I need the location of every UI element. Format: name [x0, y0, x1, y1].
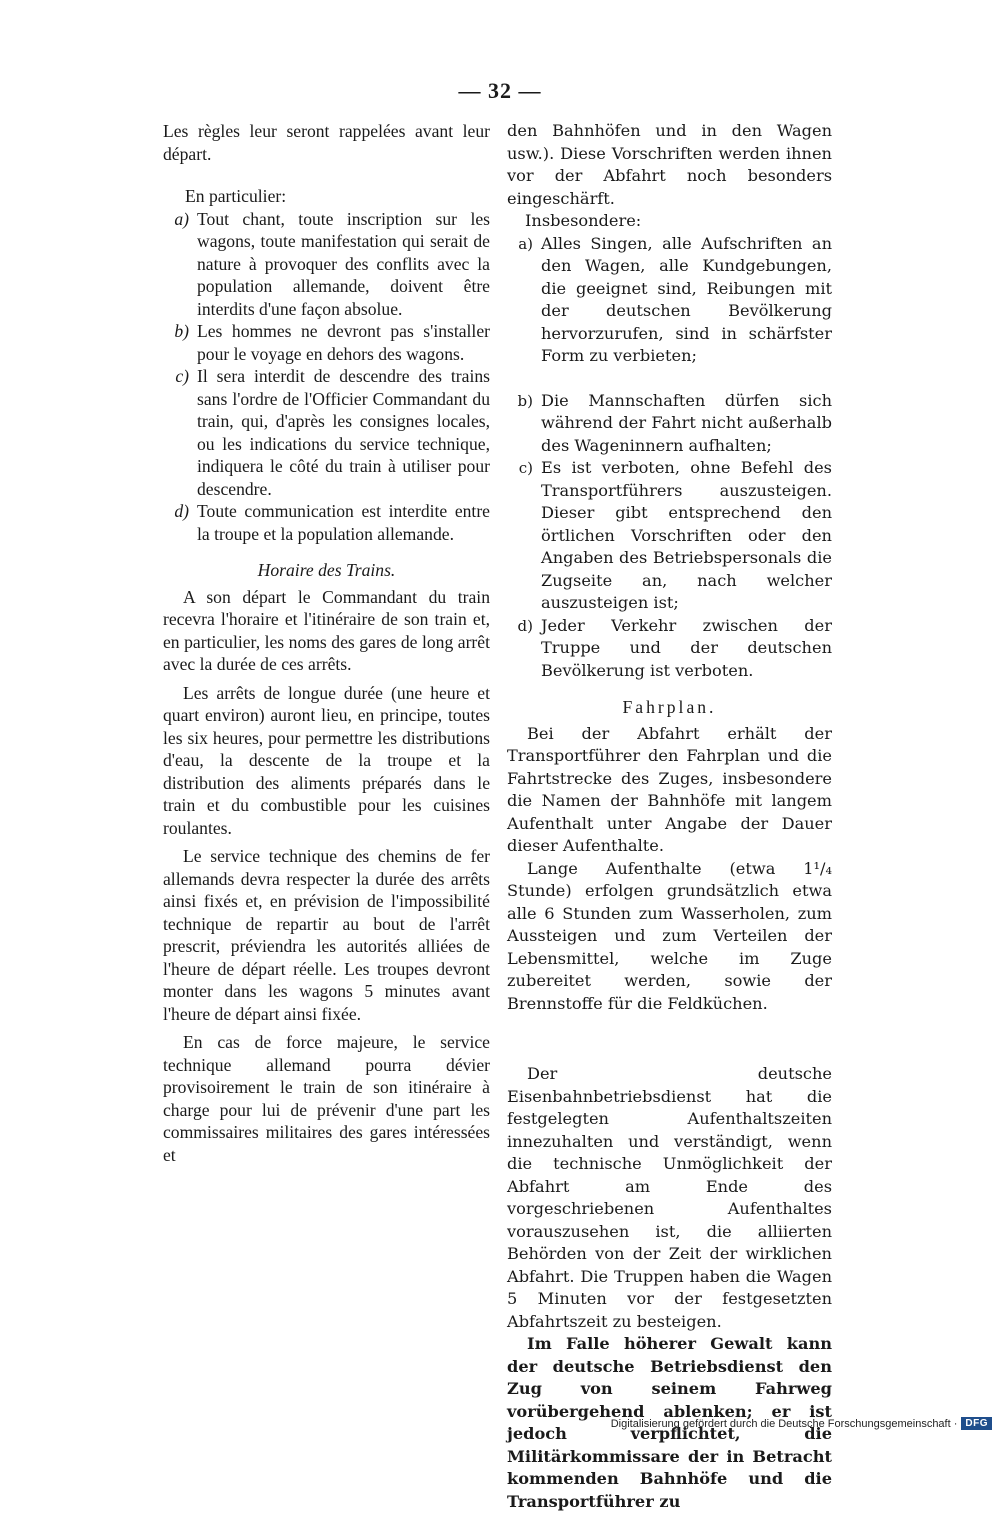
page-number: — 32 —	[458, 78, 542, 103]
french-paragraph: A son départ le Commandant du train recevra l'horaire et l'itinéraire de son train et, en particulier, les noms des gares de long arrêt avec la durée de ces arrêts.	[163, 586, 490, 674]
french-en-particulier: En particulier:	[185, 186, 287, 206]
german-column	[507, 120, 832, 1513]
item-marker: b)	[517, 391, 533, 410]
french-section-heading: Horaire des Trains.	[257, 560, 396, 580]
item-text: Jeder Verkehr zwischen der Truppe und der deutschen Bevölkerung ist verboten.	[541, 615, 832, 680]
german-paragraph: Lange Aufenthalte (etwa 1¹/₄ Stunde) erfolgen grundsätzlich etwa alle 6 Stunden zum Wasserholen, zum Aussteigen und zum Verteilen der Lebensmittel, welche im Zuge zubereitet werden, sowie der Brennstoffe für die Feldküchen.	[507, 858, 832, 1013]
german-item-c	[507, 457, 832, 615]
item-text: Alles Singen, alle Aufschriften an den Wagen, alle Kundgebungen, die geeignet sind, Reibungen mit der deutschen Bevölkerung hervorzurufen, sind in schärfster Form zu verbieten;	[541, 233, 832, 365]
french-item-c	[163, 365, 490, 500]
german-item-d	[507, 615, 832, 683]
french-item-d	[163, 500, 490, 545]
item-text: Tout chant, toute inscription sur les wagons, toute manifestation qui serait de nature à provoquer des conflits avec la population allemande, doivent être interdits d'une façon absolue.	[197, 208, 490, 319]
german-paragraph: Der deutsche Eisenbahnbetriebsdienst hat die festgelegten Aufenthaltszeiten innezuhalten und verständigt, wenn die technische Unmöglichkeit der Abfahrt am Ende des vorgeschriebenen Aufenthaltes vorauszusehen ist, die alliierten Behörden von der Zeit der wirklichen Abfahrt. Die Truppen haben die Wagen 5 Minuten vor der festgesetzten Abfahrtszeit zu besteigen.	[507, 1064, 832, 1331]
item-marker: d)	[174, 501, 189, 521]
item-marker: a)	[174, 208, 189, 229]
german-paragraph: Im Falle höherer Gewalt kann der deutsche Betriebsdienst den Zug von seinem Fahrweg vorübergehend ablenken; er ist jedoch verpflichtet, die Militärkommissare der in Betracht kommenden Bahnhöfe und die Transportführer zu	[507, 1334, 832, 1511]
french-item-b	[163, 320, 490, 365]
digitization-footer	[611, 1417, 992, 1430]
item-marker: c)	[175, 366, 189, 386]
french-paragraph: Le service technique des chemins de fer allemands devra respecter la durée des arrêts ainsi fixés et, en prévision de l'impossibilité technique de repartir au bout de l'arrêt prescrit, préviendra les autorités alliées de l'heure de départ réelle. Les troupes devront monter dans les wagons 5 minutes avant l'heure de départ ainsi fixée.	[163, 846, 490, 1024]
item-marker: c)	[518, 459, 533, 477]
item-text: Es ist verboten, ohne Befehl des Transportführers auszusteigen. Dieser gibt entsprechend den örtlichen Vorschriften oder den Angaben des Betriebspersonals die Zugseite an, nach welcher auszusteigen ist;	[541, 458, 832, 612]
french-paragraph: En cas de force majeure, le service technique allemand pourra dévier provisoirement le train de son itinéraire à charge pour lui de prévenir d'une part les commissaires militaires des gares intéressées et	[163, 1032, 490, 1165]
german-insbesondere: Insbesondere:	[525, 211, 642, 230]
item-text: Toute communication est interdite entre la troupe et la population allemande.	[197, 501, 490, 544]
french-item-a	[163, 208, 490, 321]
german-item-b	[507, 390, 832, 458]
dfg-logo: DFG	[961, 1417, 992, 1430]
item-marker: d)	[517, 616, 533, 635]
footer-text: Digitalisierung gefördert durch die Deutsche Forschungsgemeinschaft ·	[610, 1417, 958, 1430]
german-section-heading: Fahrplan.	[622, 697, 717, 717]
item-marker: a)	[518, 234, 533, 253]
item-text: Il sera interdit de descendre des trains sans l'ordre de l'Officier Commandant du train, qui, d'après les consignes locales, ou les indications du service technique, indiquera le côté du train à utiliser pour descendre.	[197, 366, 490, 499]
french-column	[163, 120, 490, 1166]
german-paragraph: Bei der Abfahrt erhält der Transportführer den Fahrplan und die Fahrtstrecke des Zuges, insbesondere die Namen der Bahnhöfe mit langem Aufenthalt unter Angabe der Dauer dieser Aufenthalte.	[507, 723, 832, 855]
french-intro: Les règles leur seront rappelées avant leur départ.	[163, 121, 490, 164]
german-intro: den Bahnhöfen und in den Wagen usw.). Diese Vorschriften werden ihnen vor der Abfahrt noch besonders eingeschärft.	[507, 121, 832, 208]
item-marker: b)	[174, 321, 189, 341]
item-text: Die Mannschaften dürfen sich während der Fahrt nicht außerhalb des Wageninnern aufhalten;	[541, 390, 832, 455]
german-item-a	[507, 233, 832, 368]
french-paragraph: Les arrêts de longue durée (une heure et quart environ) auront lieu, en principe, toutes les six heures, pour permettre les distributions d'eau, la descente de la troupe et la distribution des aliments préparés dans le train et du combustible pour les cuisines roulantes.	[163, 682, 490, 838]
item-text: Les hommes ne devront pas s'installer pour le voyage en dehors des wagons.	[197, 321, 490, 364]
